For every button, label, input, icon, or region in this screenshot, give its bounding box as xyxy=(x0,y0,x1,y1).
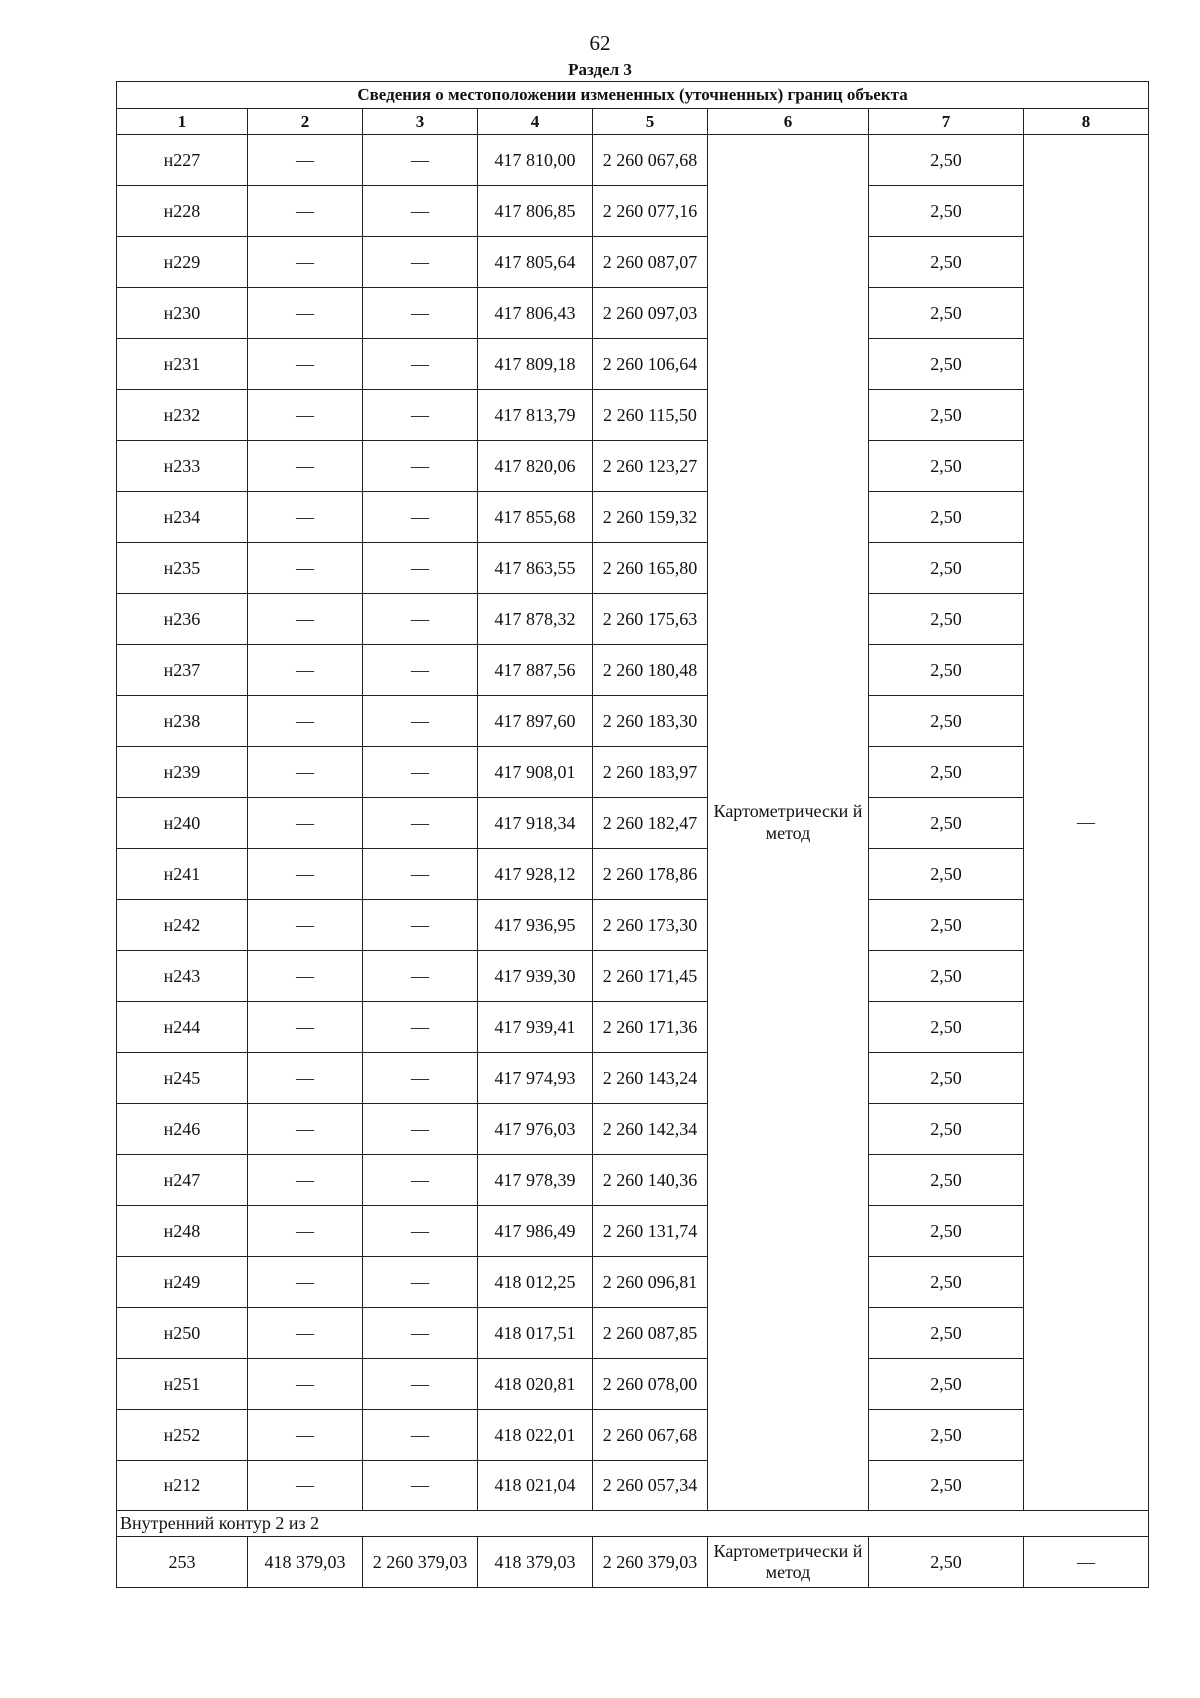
old-y-cell: — xyxy=(363,798,478,849)
old-x-cell: — xyxy=(248,288,363,339)
table-row xyxy=(117,186,1149,237)
x-coordinate-cell: 417 928,12 xyxy=(478,849,593,900)
point-id-cell: н228 xyxy=(117,186,248,237)
table-row xyxy=(117,594,1149,645)
old-x-cell: — xyxy=(248,594,363,645)
accuracy-cell: 2,50 xyxy=(869,594,1024,645)
accuracy-cell: 2,50 xyxy=(869,441,1024,492)
table-row xyxy=(117,1461,1149,1511)
point-id-cell: н229 xyxy=(117,237,248,288)
old-y-cell: — xyxy=(363,135,478,186)
y-coordinate-cell: 2 260 078,00 xyxy=(593,1359,708,1410)
old-x-cell: — xyxy=(248,1461,363,1511)
accuracy-cell: 2,50 xyxy=(869,339,1024,390)
old-y-cell: — xyxy=(363,492,478,543)
x-coordinate-cell: 417 976,03 xyxy=(478,1104,593,1155)
y-coordinate-cell: 2 260 173,30 xyxy=(593,900,708,951)
method-cell: Картометрически й метод xyxy=(708,135,869,1511)
old-y-cell: — xyxy=(363,645,478,696)
table-row xyxy=(117,696,1149,747)
point-id-cell: н232 xyxy=(117,390,248,441)
old-x-cell: — xyxy=(248,1002,363,1053)
point-id-cell: н247 xyxy=(117,1155,248,1206)
point-id-cell: н233 xyxy=(117,441,248,492)
y-coordinate-cell: 2 260 087,07 xyxy=(593,237,708,288)
old-y-cell: — xyxy=(363,696,478,747)
x-coordinate-cell: 417 809,18 xyxy=(478,339,593,390)
x-coordinate-cell: 417 939,30 xyxy=(478,951,593,1002)
old-x-cell: — xyxy=(248,747,363,798)
y-coordinate-cell: 2 260 096,81 xyxy=(593,1257,708,1308)
accuracy-cell: 2,50 xyxy=(869,237,1024,288)
table-row xyxy=(117,1537,1149,1588)
page-number: 62 xyxy=(589,31,611,55)
x-coordinate-cell: 417 939,41 xyxy=(478,1002,593,1053)
point-id-cell: н212 xyxy=(117,1461,248,1511)
accuracy-cell: 2,50 xyxy=(869,1461,1024,1511)
x-coordinate-cell: 417 805,64 xyxy=(478,237,593,288)
x-coordinate-cell: 418 022,01 xyxy=(478,1410,593,1461)
x-coordinate-cell: 417 908,01 xyxy=(478,747,593,798)
old-y-cell: — xyxy=(363,1104,478,1155)
note-cell: — xyxy=(1024,135,1149,1511)
x-coordinate-cell: 417 887,56 xyxy=(478,645,593,696)
table-row xyxy=(117,900,1149,951)
old-y-cell: — xyxy=(363,1257,478,1308)
point-id-cell: н250 xyxy=(117,1308,248,1359)
table-row xyxy=(117,1206,1149,1257)
y-coordinate-cell: 2 260 178,86 xyxy=(593,849,708,900)
x-coordinate-cell: 417 820,06 xyxy=(478,441,593,492)
accuracy-cell: 2,50 xyxy=(869,492,1024,543)
old-y-cell: 2 260 379,03 xyxy=(363,1537,478,1588)
accuracy-cell: 2,50 xyxy=(869,186,1024,237)
point-id-cell: 253 xyxy=(117,1537,248,1588)
y-coordinate-cell: 2 260 115,50 xyxy=(593,390,708,441)
old-x-cell: — xyxy=(248,1410,363,1461)
y-coordinate-cell: 2 260 123,27 xyxy=(593,441,708,492)
old-x-cell: 418 379,03 xyxy=(248,1537,363,1588)
x-coordinate-cell: 417 806,43 xyxy=(478,288,593,339)
x-coordinate-cell: 418 021,04 xyxy=(478,1461,593,1511)
old-x-cell: — xyxy=(248,1104,363,1155)
x-coordinate-cell: 417 978,39 xyxy=(478,1155,593,1206)
y-coordinate-cell: 2 260 077,16 xyxy=(593,186,708,237)
table-row xyxy=(117,339,1149,390)
x-coordinate-cell: 418 020,81 xyxy=(478,1359,593,1410)
method-cell: Картометрически й метод xyxy=(708,1537,869,1588)
old-x-cell: — xyxy=(248,900,363,951)
accuracy-cell: 2,50 xyxy=(869,747,1024,798)
old-y-cell: — xyxy=(363,237,478,288)
contour-label-row xyxy=(117,1511,1149,1537)
boundary-points-table xyxy=(116,81,1149,1588)
contour-label: Внутренний контур 2 из 2 xyxy=(117,1511,1149,1537)
y-coordinate-cell: 2 260 183,97 xyxy=(593,747,708,798)
x-coordinate-cell: 417 813,79 xyxy=(478,390,593,441)
accuracy-cell: 2,50 xyxy=(869,1308,1024,1359)
y-coordinate-cell: 2 260 057,34 xyxy=(593,1461,708,1511)
old-x-cell: — xyxy=(248,1359,363,1410)
point-id-cell: н234 xyxy=(117,492,248,543)
old-y-cell: — xyxy=(363,1461,478,1511)
y-coordinate-cell: 2 260 175,63 xyxy=(593,594,708,645)
x-coordinate-cell: 418 012,25 xyxy=(478,1257,593,1308)
table-row xyxy=(117,492,1149,543)
table-row xyxy=(117,747,1149,798)
point-id-cell: н241 xyxy=(117,849,248,900)
table-row xyxy=(117,798,1149,849)
x-coordinate-cell: 417 810,00 xyxy=(478,135,593,186)
column-number: 1 xyxy=(117,109,248,135)
accuracy-cell: 2,50 xyxy=(869,1104,1024,1155)
column-number: 8 xyxy=(1024,109,1149,135)
table-row xyxy=(117,237,1149,288)
accuracy-cell: 2,50 xyxy=(869,849,1024,900)
accuracy-cell: 2,50 xyxy=(869,696,1024,747)
accuracy-cell: 2,50 xyxy=(869,1155,1024,1206)
old-y-cell: — xyxy=(363,1359,478,1410)
point-id-cell: н239 xyxy=(117,747,248,798)
y-coordinate-cell: 2 260 067,68 xyxy=(593,135,708,186)
old-x-cell: — xyxy=(248,492,363,543)
point-id-cell: н244 xyxy=(117,1002,248,1053)
table-row xyxy=(117,543,1149,594)
old-y-cell: — xyxy=(363,747,478,798)
x-coordinate-cell: 417 855,68 xyxy=(478,492,593,543)
accuracy-cell: 2,50 xyxy=(869,951,1024,1002)
point-id-cell: н238 xyxy=(117,696,248,747)
old-x-cell: — xyxy=(248,645,363,696)
old-y-cell: — xyxy=(363,1002,478,1053)
y-coordinate-cell: 2 260 140,36 xyxy=(593,1155,708,1206)
point-id-cell: н245 xyxy=(117,1053,248,1104)
old-y-cell: — xyxy=(363,1206,478,1257)
column-number: 7 xyxy=(869,109,1024,135)
accuracy-cell: 2,50 xyxy=(869,798,1024,849)
table-caption: Сведения о местоположении измененных (уточненных) границ объекта xyxy=(117,82,1149,109)
x-coordinate-cell: 418 017,51 xyxy=(478,1308,593,1359)
old-y-cell: — xyxy=(363,1053,478,1104)
y-coordinate-cell: 2 260 180,48 xyxy=(593,645,708,696)
accuracy-cell: 2,50 xyxy=(869,900,1024,951)
table-row xyxy=(117,951,1149,1002)
x-coordinate-cell: 417 863,55 xyxy=(478,543,593,594)
old-y-cell: — xyxy=(363,339,478,390)
accuracy-cell: 2,50 xyxy=(869,645,1024,696)
y-coordinate-cell: 2 260 087,85 xyxy=(593,1308,708,1359)
table-row xyxy=(117,135,1149,186)
old-y-cell: — xyxy=(363,900,478,951)
old-x-cell: — xyxy=(248,390,363,441)
table-row xyxy=(117,390,1149,441)
old-y-cell: — xyxy=(363,1410,478,1461)
section-title: Раздел 3 xyxy=(568,60,632,79)
table-row xyxy=(117,288,1149,339)
x-coordinate-cell: 417 806,85 xyxy=(478,186,593,237)
table-row xyxy=(117,1359,1149,1410)
old-x-cell: — xyxy=(248,696,363,747)
old-y-cell: — xyxy=(363,441,478,492)
accuracy-cell: 2,50 xyxy=(869,1002,1024,1053)
y-coordinate-cell: 2 260 067,68 xyxy=(593,1410,708,1461)
column-number: 3 xyxy=(363,109,478,135)
y-coordinate-cell: 2 260 159,32 xyxy=(593,492,708,543)
accuracy-cell: 2,50 xyxy=(869,135,1024,186)
table-caption-row xyxy=(117,82,1149,109)
old-y-cell: — xyxy=(363,543,478,594)
y-coordinate-cell: 2 260 143,24 xyxy=(593,1053,708,1104)
point-id-cell: н235 xyxy=(117,543,248,594)
old-x-cell: — xyxy=(248,798,363,849)
y-coordinate-cell: 2 260 142,34 xyxy=(593,1104,708,1155)
old-x-cell: — xyxy=(248,1053,363,1104)
old-x-cell: — xyxy=(248,339,363,390)
x-coordinate-cell: 418 379,03 xyxy=(478,1537,593,1588)
note-cell: — xyxy=(1024,1537,1149,1588)
column-number: 2 xyxy=(248,109,363,135)
point-id-cell: н252 xyxy=(117,1410,248,1461)
accuracy-cell: 2,50 xyxy=(869,1257,1024,1308)
point-id-cell: н227 xyxy=(117,135,248,186)
old-x-cell: — xyxy=(248,135,363,186)
point-id-cell: н249 xyxy=(117,1257,248,1308)
y-coordinate-cell: 2 260 182,47 xyxy=(593,798,708,849)
y-coordinate-cell: 2 260 171,36 xyxy=(593,1002,708,1053)
table-row xyxy=(117,1257,1149,1308)
table-row xyxy=(117,1410,1149,1461)
table-row xyxy=(117,441,1149,492)
old-x-cell: — xyxy=(248,186,363,237)
y-coordinate-cell: 2 260 171,45 xyxy=(593,951,708,1002)
table-row xyxy=(117,1155,1149,1206)
old-x-cell: — xyxy=(248,543,363,594)
old-x-cell: — xyxy=(248,1206,363,1257)
accuracy-cell: 2,50 xyxy=(869,390,1024,441)
x-coordinate-cell: 417 918,34 xyxy=(478,798,593,849)
point-id-cell: н246 xyxy=(117,1104,248,1155)
accuracy-cell: 2,50 xyxy=(869,288,1024,339)
old-x-cell: — xyxy=(248,1308,363,1359)
accuracy-cell: 2,50 xyxy=(869,1410,1024,1461)
column-number: 5 xyxy=(593,109,708,135)
y-coordinate-cell: 2 260 183,30 xyxy=(593,696,708,747)
accuracy-cell: 2,50 xyxy=(869,1537,1024,1588)
y-coordinate-cell: 2 260 097,03 xyxy=(593,288,708,339)
point-id-cell: н251 xyxy=(117,1359,248,1410)
x-coordinate-cell: 417 974,93 xyxy=(478,1053,593,1104)
accuracy-cell: 2,50 xyxy=(869,1359,1024,1410)
accuracy-cell: 2,50 xyxy=(869,543,1024,594)
table-row xyxy=(117,1002,1149,1053)
old-y-cell: — xyxy=(363,1308,478,1359)
old-x-cell: — xyxy=(248,441,363,492)
table-row xyxy=(117,849,1149,900)
table-row xyxy=(117,1308,1149,1359)
table-row xyxy=(117,1053,1149,1104)
point-id-cell: н248 xyxy=(117,1206,248,1257)
table-row xyxy=(117,645,1149,696)
column-number: 6 xyxy=(708,109,869,135)
point-id-cell: н237 xyxy=(117,645,248,696)
y-coordinate-cell: 2 260 131,74 xyxy=(593,1206,708,1257)
column-numbers-row xyxy=(117,109,1149,135)
y-coordinate-cell: 2 260 106,64 xyxy=(593,339,708,390)
old-x-cell: — xyxy=(248,237,363,288)
old-y-cell: — xyxy=(363,186,478,237)
x-coordinate-cell: 417 986,49 xyxy=(478,1206,593,1257)
old-y-cell: — xyxy=(363,288,478,339)
old-y-cell: — xyxy=(363,1155,478,1206)
old-y-cell: — xyxy=(363,951,478,1002)
accuracy-cell: 2,50 xyxy=(869,1206,1024,1257)
old-y-cell: — xyxy=(363,594,478,645)
x-coordinate-cell: 417 897,60 xyxy=(478,696,593,747)
old-x-cell: — xyxy=(248,1155,363,1206)
point-id-cell: н243 xyxy=(117,951,248,1002)
old-x-cell: — xyxy=(248,1257,363,1308)
accuracy-cell: 2,50 xyxy=(869,1053,1024,1104)
y-coordinate-cell: 2 260 165,80 xyxy=(593,543,708,594)
point-id-cell: н242 xyxy=(117,900,248,951)
y-coordinate-cell: 2 260 379,03 xyxy=(593,1537,708,1588)
x-coordinate-cell: 417 936,95 xyxy=(478,900,593,951)
point-id-cell: н230 xyxy=(117,288,248,339)
table-row xyxy=(117,1104,1149,1155)
point-id-cell: н240 xyxy=(117,798,248,849)
old-x-cell: — xyxy=(248,951,363,1002)
x-coordinate-cell: 417 878,32 xyxy=(478,594,593,645)
old-y-cell: — xyxy=(363,849,478,900)
point-id-cell: н231 xyxy=(117,339,248,390)
old-x-cell: — xyxy=(248,849,363,900)
old-y-cell: — xyxy=(363,390,478,441)
column-number: 4 xyxy=(478,109,593,135)
point-id-cell: н236 xyxy=(117,594,248,645)
